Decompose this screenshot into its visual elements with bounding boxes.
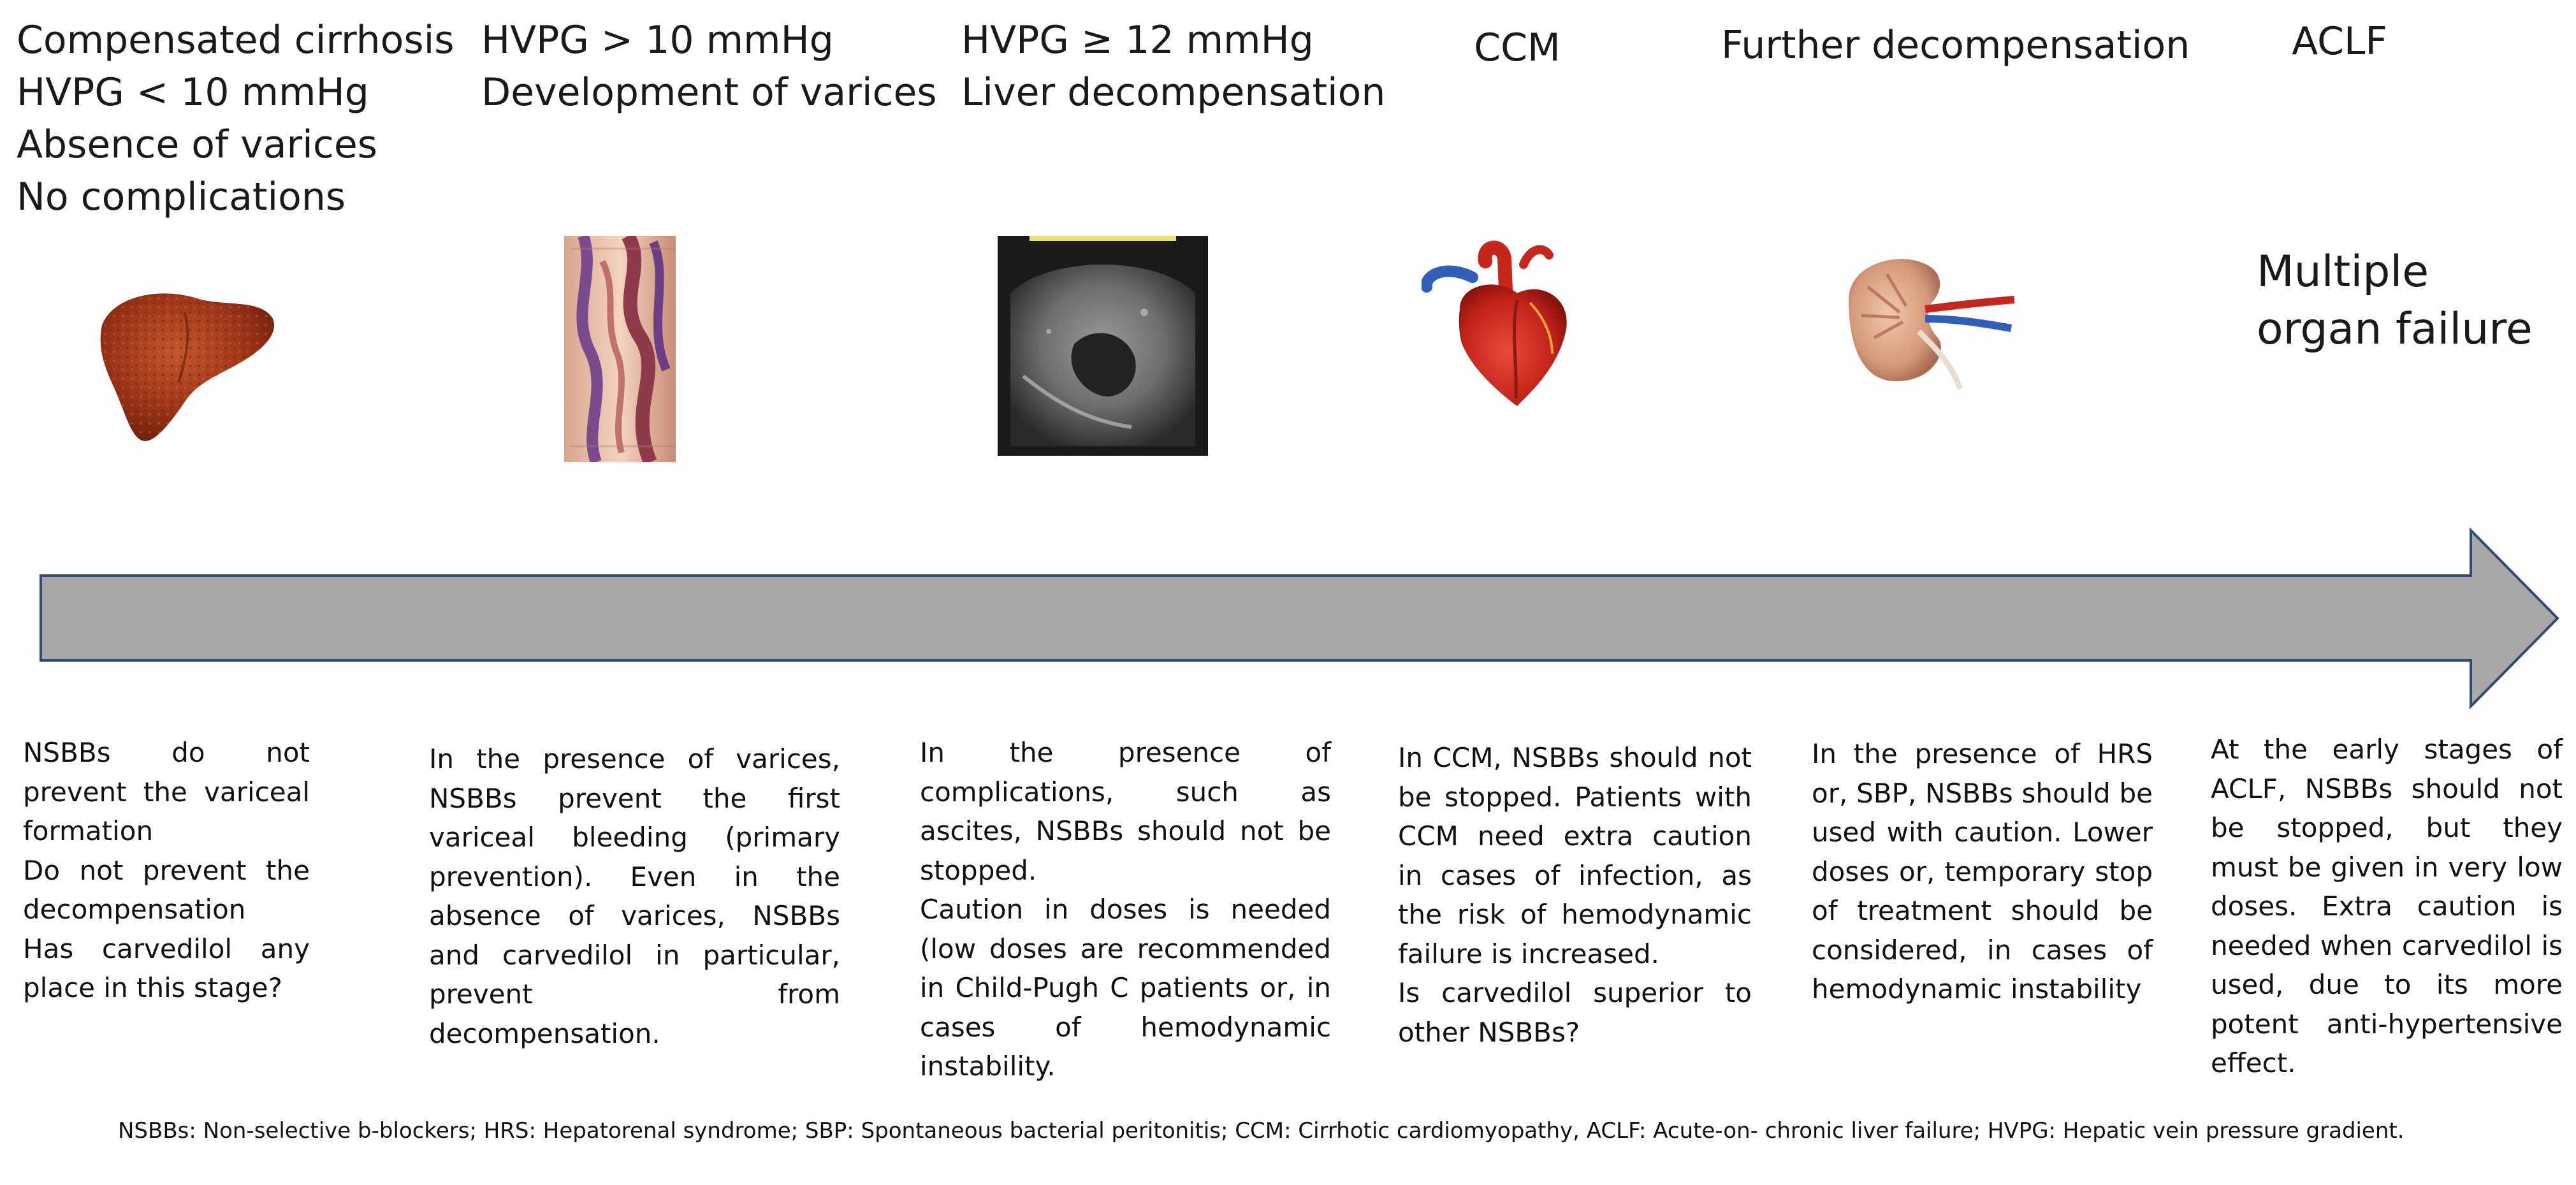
description-paragraph: Is carvedilol superior to other NSBBs? [1398,977,1752,1048]
description-paragraph: Do not prevent the decompensation [23,854,310,925]
ultrasound-image [998,236,1208,456]
stage-4-header-line: CCM [1474,25,1561,70]
multiple-organ-failure-line: organ failure [2257,304,2533,354]
stage-5-header [1721,19,2190,71]
description-paragraph: At the early stages of ACLF, NSBBs should not be stopped, but they must be given in very low doses. Extra caution is needed when carvedilol is used, due to its more potent anti-hypertensive effect. [2211,734,2563,1079]
heart-illustration [1422,239,1587,411]
stage-3-header-line: HVPG ≥ 12 mmHg [961,18,1314,62]
stage-4-description [1398,738,1752,1052]
stage-5-description [1812,734,2153,1009]
description-paragraph: In the presence of varices, NSBBs prevent the first variceal bleeding (primary prevention). Even in the absence of varices, NSBBs and carvedilol in particular, prevent from decompensation. [429,743,840,1049]
stage-5-header-line: Further decompensation [1721,23,2190,68]
stage-3-header [961,14,1385,119]
stage-3-header-line: Liver decompensation [961,70,1386,115]
stage-3-description [920,733,1331,1086]
stage-1-description [23,733,310,1008]
stage-6-header-line: ACLF [2292,19,2387,64]
stage-2-header [481,14,937,119]
stage-1-header-line: Absence of varices [17,122,377,167]
progression-arrow [0,523,2576,714]
stage-6-header [2282,15,2397,68]
description-paragraph: NSBBs do not prevent the variceal formation [23,737,310,847]
stage-2-header-line: Development of varices [481,70,937,115]
liver-illustration [89,274,280,446]
description-paragraph: In the presence of HRS or, SBP, NSBBs should be used with caution. Lower doses or, temporary stop of treatment should be considered, in cases of hemodynamic instability [1812,738,2153,1005]
stage-1-header-line: Compensated cirrhosis [17,18,455,62]
description-paragraph: Caution in doses is needed (low doses are recommended in Child-Pugh C patients or, in cases of hemodynamic instability. [920,894,1331,1082]
stage-2-description [429,739,840,1053]
multiple-organ-failure-line: Multiple [2257,247,2429,297]
kidney-illustration [1823,242,2027,395]
varices-illustration [558,236,685,462]
stage-1-header-line: No complications [17,175,346,219]
description-paragraph: In CCM, NSBBs should not be stopped. Patients with CCM need extra caution in cases of infection, as the risk of hemodynamic failure is increased. [1398,742,1752,970]
stage-1-header-line: HVPG < 10 mmHg [17,70,369,115]
stage-6-description [2211,730,2563,1083]
description-paragraph: In the presence of complications, such as ascites, NSBBs should not be stopped. [920,737,1331,886]
stage-2-header-line: HVPG > 10 mmHg [481,18,834,62]
stage-4-header [1466,22,1568,74]
description-paragraph: Has carvedilol any place in this stage? [23,933,310,1003]
abbreviations-footnote: NSBBs: Non-selective b-blockers; HRS: Hepatorenal syndrome; SBP: Spontaneous bacterial peritonitis; CCM: Cirrhotic cardiomyopathy, ACLF: Acute-on- chronic liver failure; HVPG: Hepatic vein pressure gradient. [118,1118,2405,1144]
multiple-organ-failure-label [2257,244,2533,358]
stage-1-header [17,14,455,223]
